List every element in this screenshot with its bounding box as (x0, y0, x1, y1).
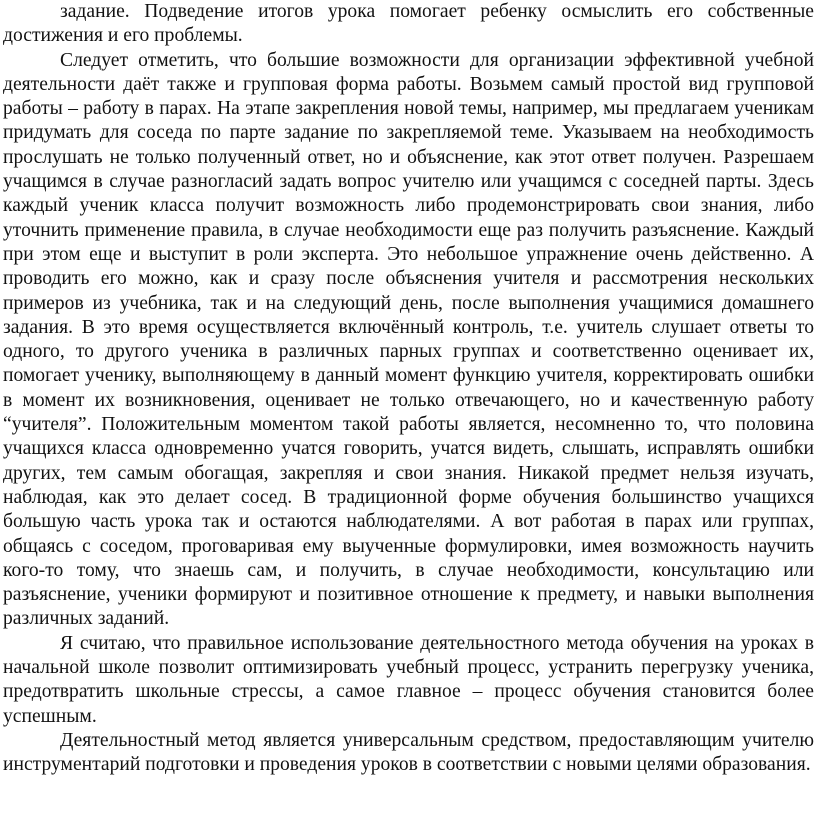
paragraph-lesson-summary: задание. Подведение итогов урока помогает ребенку осмыслить его собственные достижения и его проблемы. (3, 1, 814, 47)
paragraph-group-work: Следует отметить, что большие возможности для организации эффективной учебной деятельности даёт также и групповая форма работы. Возьмем самый простой вид групповой работы – работу в парах. На этапе закрепления новой темы, например, мы предлагаем ученикам придумать для соседа по парте задание по закрепляемой теме. Указываем на необходимость прослушать не только полученный ответ, но и объяснение, как этот ответ получен. Разрешаем учащимся в случае разногласий задать вопрос учителю или учащимся с соседней парты. Здесь каждый ученик класса получит возможность либо продемонстрировать свои знания, либо уточнить применение правила, в случае необходимости еще раз получить разъяснение. Каждый при этом еще и выступит в роли эксперта. Это небольшое упражнение очень действенно. А проводить его можно, как и сразу после объяснения учителя и рассмотрения нескольких примеров из учебника, так и на следующий день, после выполнения учащимися домашнего задания. В это время осуществляется включённый контроль, т.е. учитель слушает ответы то одного, то другого ученика в различных парных группах и соответственно оценивает их, помогает ученику, выполняющему в данный момент функцию учителя, корректировать ошибки в момент их возникновения, оценивает не только отвечающего, но и качественную работу “учителя”. Положительным моментом такой работы является, несомненно то, что половина учащихся класса одновременно учатся говорить, учатся видеть, слышать, исправлять ошибки других, тем самым обогащая, закрепляя и свои знания. Никакой предмет нельзя изучать, наблюдая, как это делает сосед. В традиционной форме обучения большинство учащихся большую часть урока так и остаются наблюдателями. А вот работая в парах или группах, общаясь с соседом, проговаривая ему выученные формулировки, имея возможность научить кого-то тому, что знаешь сам, и получить, в случае необходимости, консультацию или разъяснение, ученики формируют и позитивное отношение к предмету, и навыки выполнения различных заданий. (3, 49, 814, 630)
paragraph-activity-method: Я считаю, что правильное использование деятельностного метода обучения на уроках в начальной школе позволит оптимизировать учебный процесс, устранить перегрузку ученика, предотвратить школьные стрессы, а самое главное – процесс обучения становится более успешным. (3, 632, 814, 727)
paragraph-universal-tool: Деятельностный метод является универсальным средством, предоставляющим учителю инструментарий подготовки и проведения уроков в соответствии с новыми целями образования. (3, 729, 814, 776)
